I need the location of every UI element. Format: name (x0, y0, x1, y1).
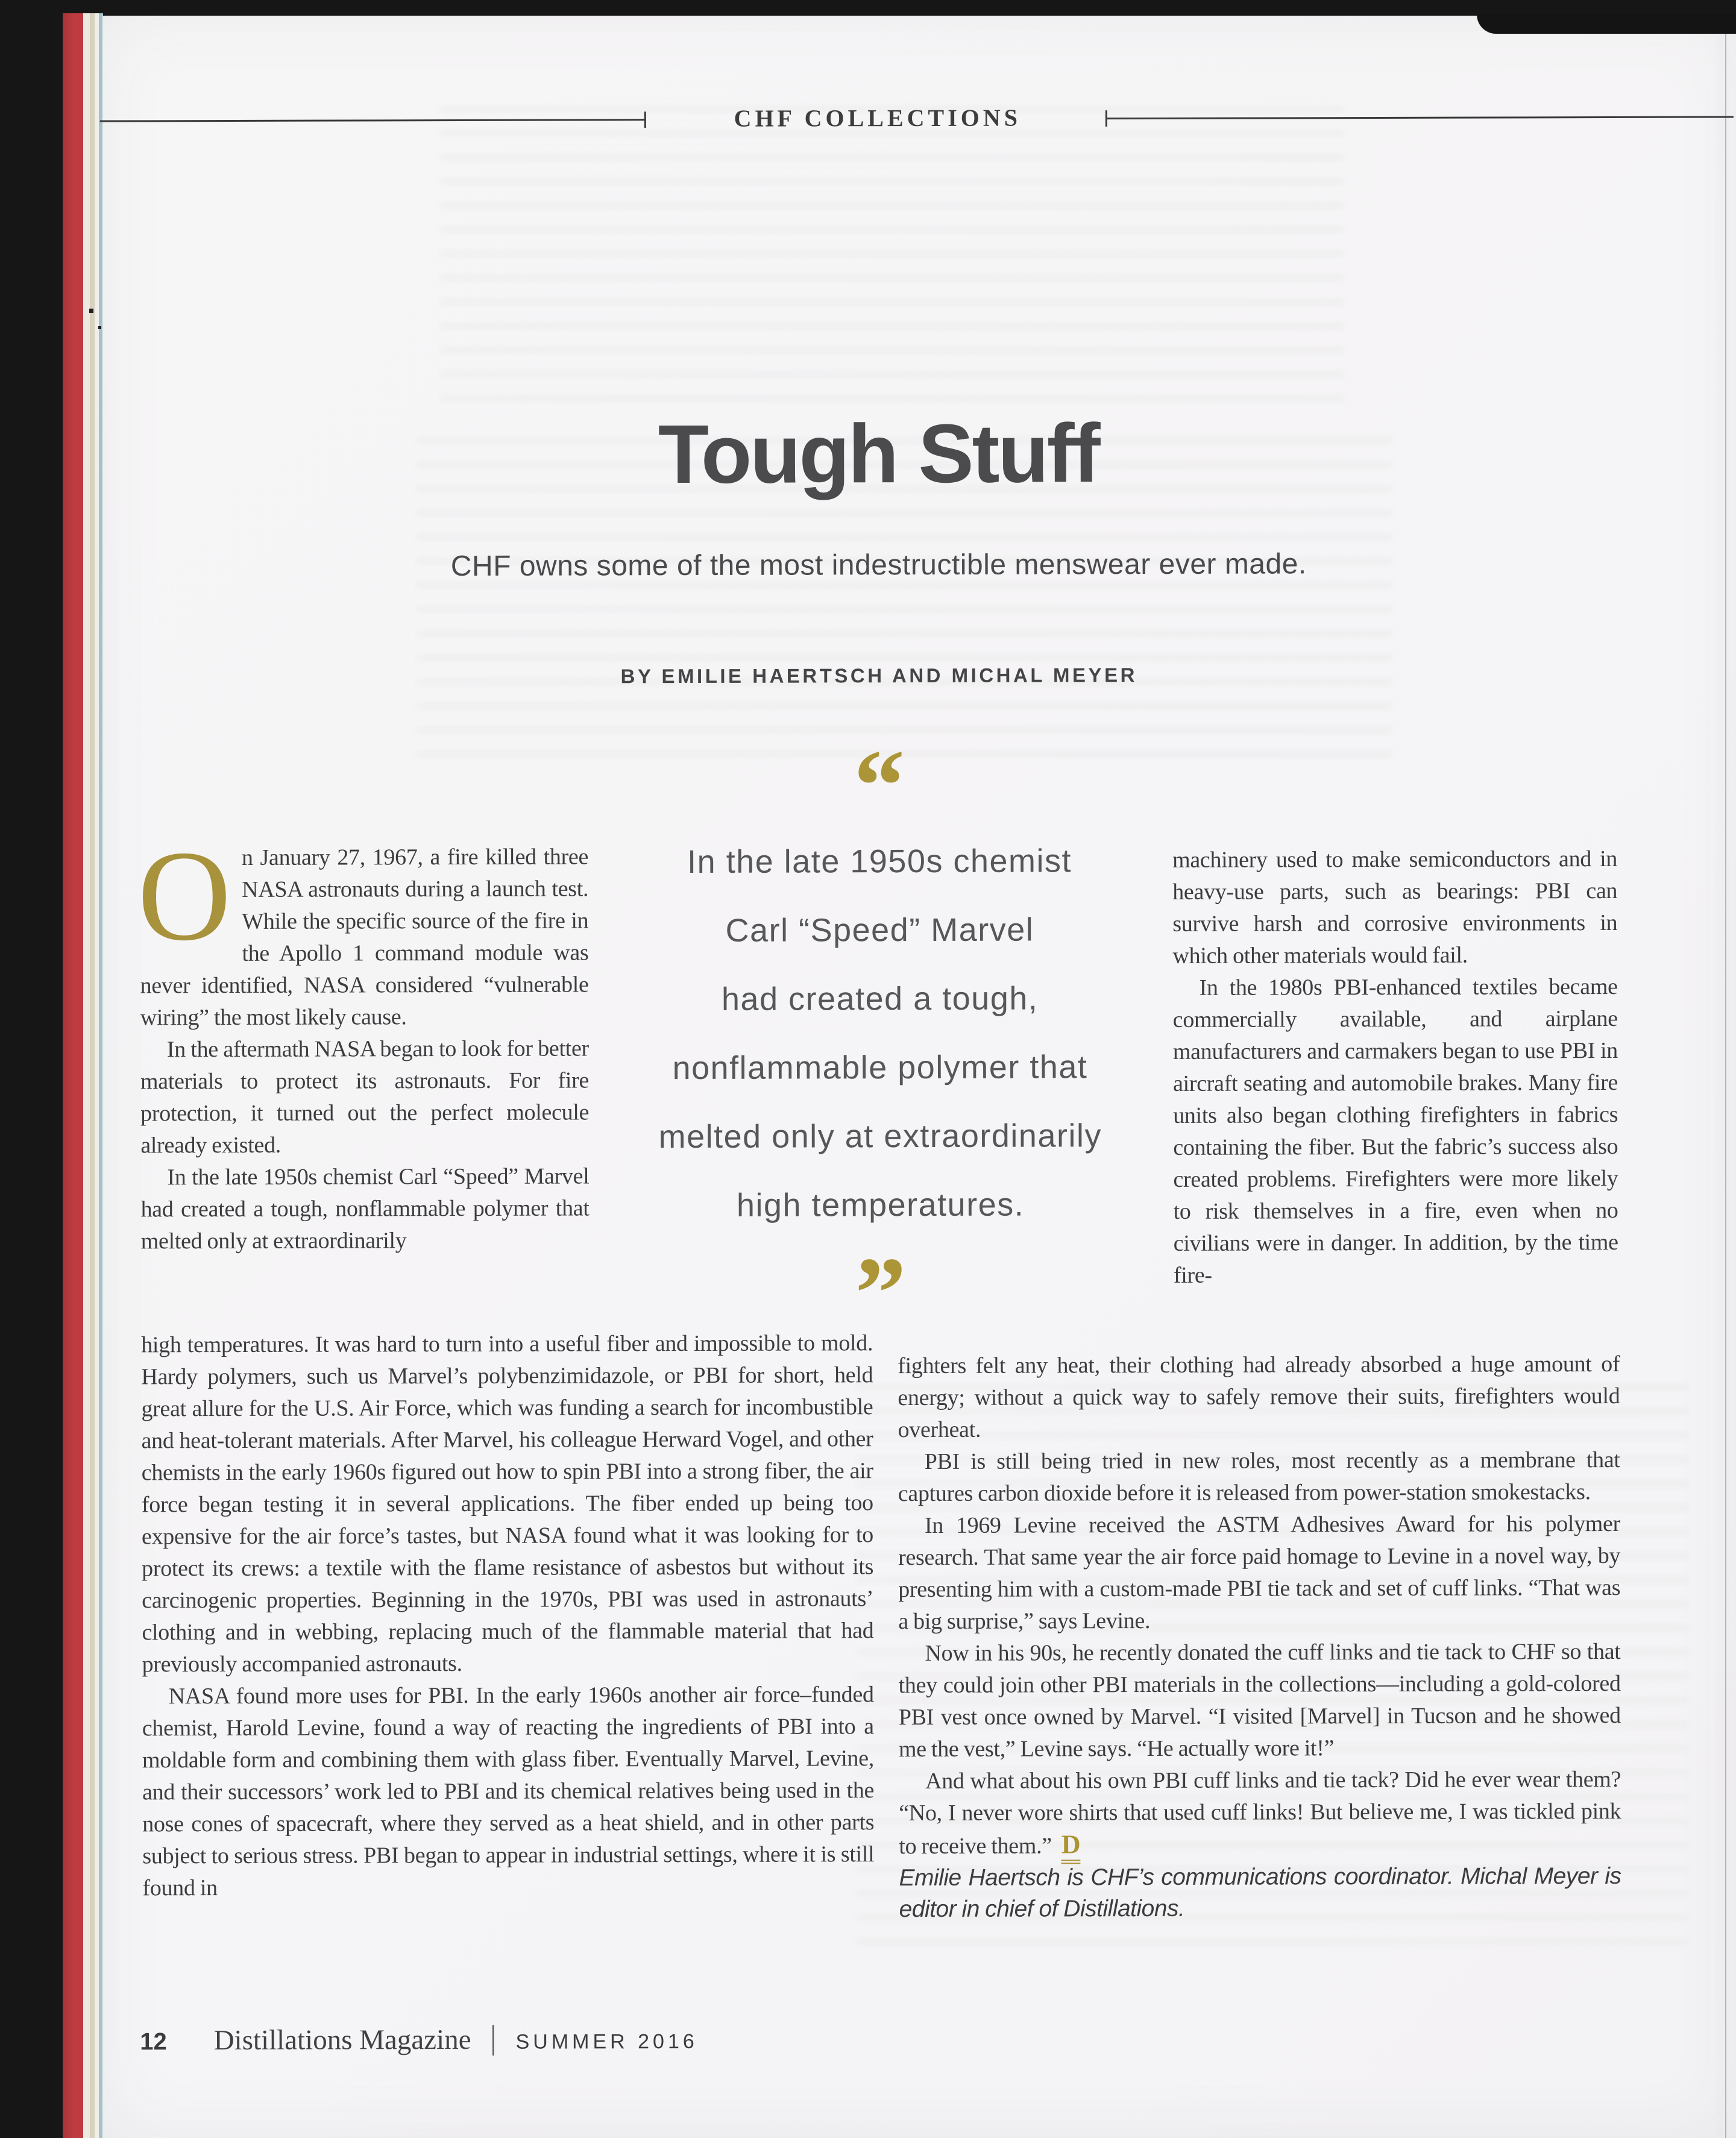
scanner-edge-shadow (1477, 14, 1736, 34)
footer-separator: | (491, 2019, 496, 2056)
body-paragraph: fighters felt any heat, their clothing had already absorbed a huge amount of energy; without a quick way to safely remove their suits, firefighters would overheat. (898, 1351, 1620, 1443)
pull-quote-text: In the late 1950s chemist Carl “Speed” Marvel had created a tough, nonflammable polymer that melted only at extraordinarily high temperatures. (658, 843, 1102, 1224)
left-column-narrow (137, 823, 590, 1257)
body-paragraph: high temperatures. It was hard to turn into a useful fiber and impossible to mold. Hardy polymers, such us Marvel’s polybenzimidazole, or PBI for short, held great allure for the U.S. Air Force, which was funding a search for incombustible and heat-tolerant materials. After Marvel, his colleague Herward Vogel, and other chemists in the early 1960s figured out how to spin PBI into a strong fiber, the air force began testing it in several applications. The fiber ended up being too expensive for the air force’s tastes, but NASA found what it was looking for to protect its crews: a textile with the flame resistance of asbestos but without its carcinogenic properties. Beginning in the 1970s, PBI was used in astronauts’ clothing and in webbing, replacing much of the flammable material that had previously accompanied astronauts. (141, 1330, 874, 1677)
scan-speck (89, 309, 93, 313)
page-edge-cream-strip (83, 13, 90, 2138)
page-edge-tan-strip (90, 13, 95, 2138)
left-column-wide (141, 1327, 874, 1904)
end-of-article-mark: D (1061, 1829, 1081, 1864)
lede-paragraph (137, 823, 589, 1034)
body-paragraph: In 1969 Levine received the ASTM Adhesives Award for his polymer research. That same year the air force paid homage to Levine in a novel way, by presenting him with a custom-made PBI tie tack and set of cuff links. “That was a big surprise,” says Levine. (898, 1511, 1621, 1635)
article-title: Tough Stuff (658, 407, 1099, 501)
body-paragraph: machinery used to make semiconductors and in heavy-use parts, such as bearings: PBI can survive harsh and corrosive environments in which other materials would fail. (1172, 846, 1618, 969)
author-bio: Emilie Haertsch is CHF’s communications coordinator. Michal Meyer is editor in chief of Distillations. (899, 1863, 1621, 1923)
body-paragraph (899, 1764, 1621, 1863)
pull-quote (602, 729, 1159, 1350)
page-content (99, 13, 1736, 2138)
body-paragraph: In the aftermath NASA began to look for better materials to protect its astronauts. For fire protection, it turned out the perfect molecule already existed. (140, 1036, 590, 1159)
page-footer (140, 2019, 698, 2057)
section-kicker: CHF COLLECTIONS (734, 104, 1022, 132)
right-column-narrow (1172, 843, 1618, 1292)
lede-text: n January 27, 1967, a fire killed three NASA astronauts during a launch test. While the specific source of the fire in the Apollo 1 command module was never identified, NASA considered “vulnerable wiring” the most likely cause. (140, 844, 589, 1031)
article-byline: BY EMILIE HAERTSCH AND MICHAL MEYER (620, 664, 1137, 688)
right-column-wide (898, 1348, 1621, 1925)
magazine-name: Distillations Magazine (213, 2023, 471, 2057)
magazine-page (102, 16, 1736, 2138)
page-edge-white-strip (95, 13, 99, 2138)
page-edge-red-strip (63, 13, 83, 2138)
body-paragraph: NASA found more uses for PBI. In the early 1960s another air force–funded chemist, Harold Levine, found a way of reacting the ingredients of PBI into a moldable form and combining them with glass fiber. Eventually Marvel, Levine, and their successors’ work led to PBI and its chemical relatives being used in the nose cones of spacecraft, where they served as a heat shield, and in other parts subject to serious stress. PBI began to appear in industrial settings, where it is still found in (142, 1682, 875, 1901)
body-paragraph: Now in his 90s, he recently donated the cuff links and tie tack to CHF so that they could join other PBI materials in the collections—including a gold-colored PBI vest once owned by Marvel. “I visited [Marvel] in Tucson and he showed me the vest,” Levine says. “He actually wore it!” (898, 1638, 1621, 1762)
open-quote-icon: “ (853, 729, 905, 843)
drop-cap: O (137, 823, 231, 968)
article-subtitle: CHF owns some of the most indestructible menswear ever made. (450, 548, 1307, 583)
close-quote-icon: ” (855, 1236, 907, 1350)
page-number: 12 (140, 2028, 167, 2055)
body-paragraph: PBI is still being tried in new roles, most recently as a membrane that captures carbon dioxide before it is released from power-station smokestacks. (898, 1447, 1620, 1507)
body-paragraph-text: And what about his own PBI cuff links and tie tack? Did he ever wear them? “No, I never wore shirts that used cuff links! But believe me, I was tickled pink to receive them.” (899, 1766, 1621, 1860)
body-paragraph: In the 1980s PBI-enhanced textiles became commercially available, and airplane manufacturers and carmakers began to use PBI in aircraft seating and automobile brakes. Many fire units also began clothing firefighters in fabrics containing the fiber. But the fabric’s success also created problems. Firefighters were more likely to risk themselves in a fire, even when no civilians were in danger. In addition, by the time fire- (1172, 973, 1618, 1288)
issue-label: SUMMER 2016 (515, 2030, 698, 2054)
body-paragraph: In the late 1950s chemist Carl “Speed” Marvel had created a tough, nonflammable polymer that melted only at extraordinarily (140, 1163, 590, 1254)
